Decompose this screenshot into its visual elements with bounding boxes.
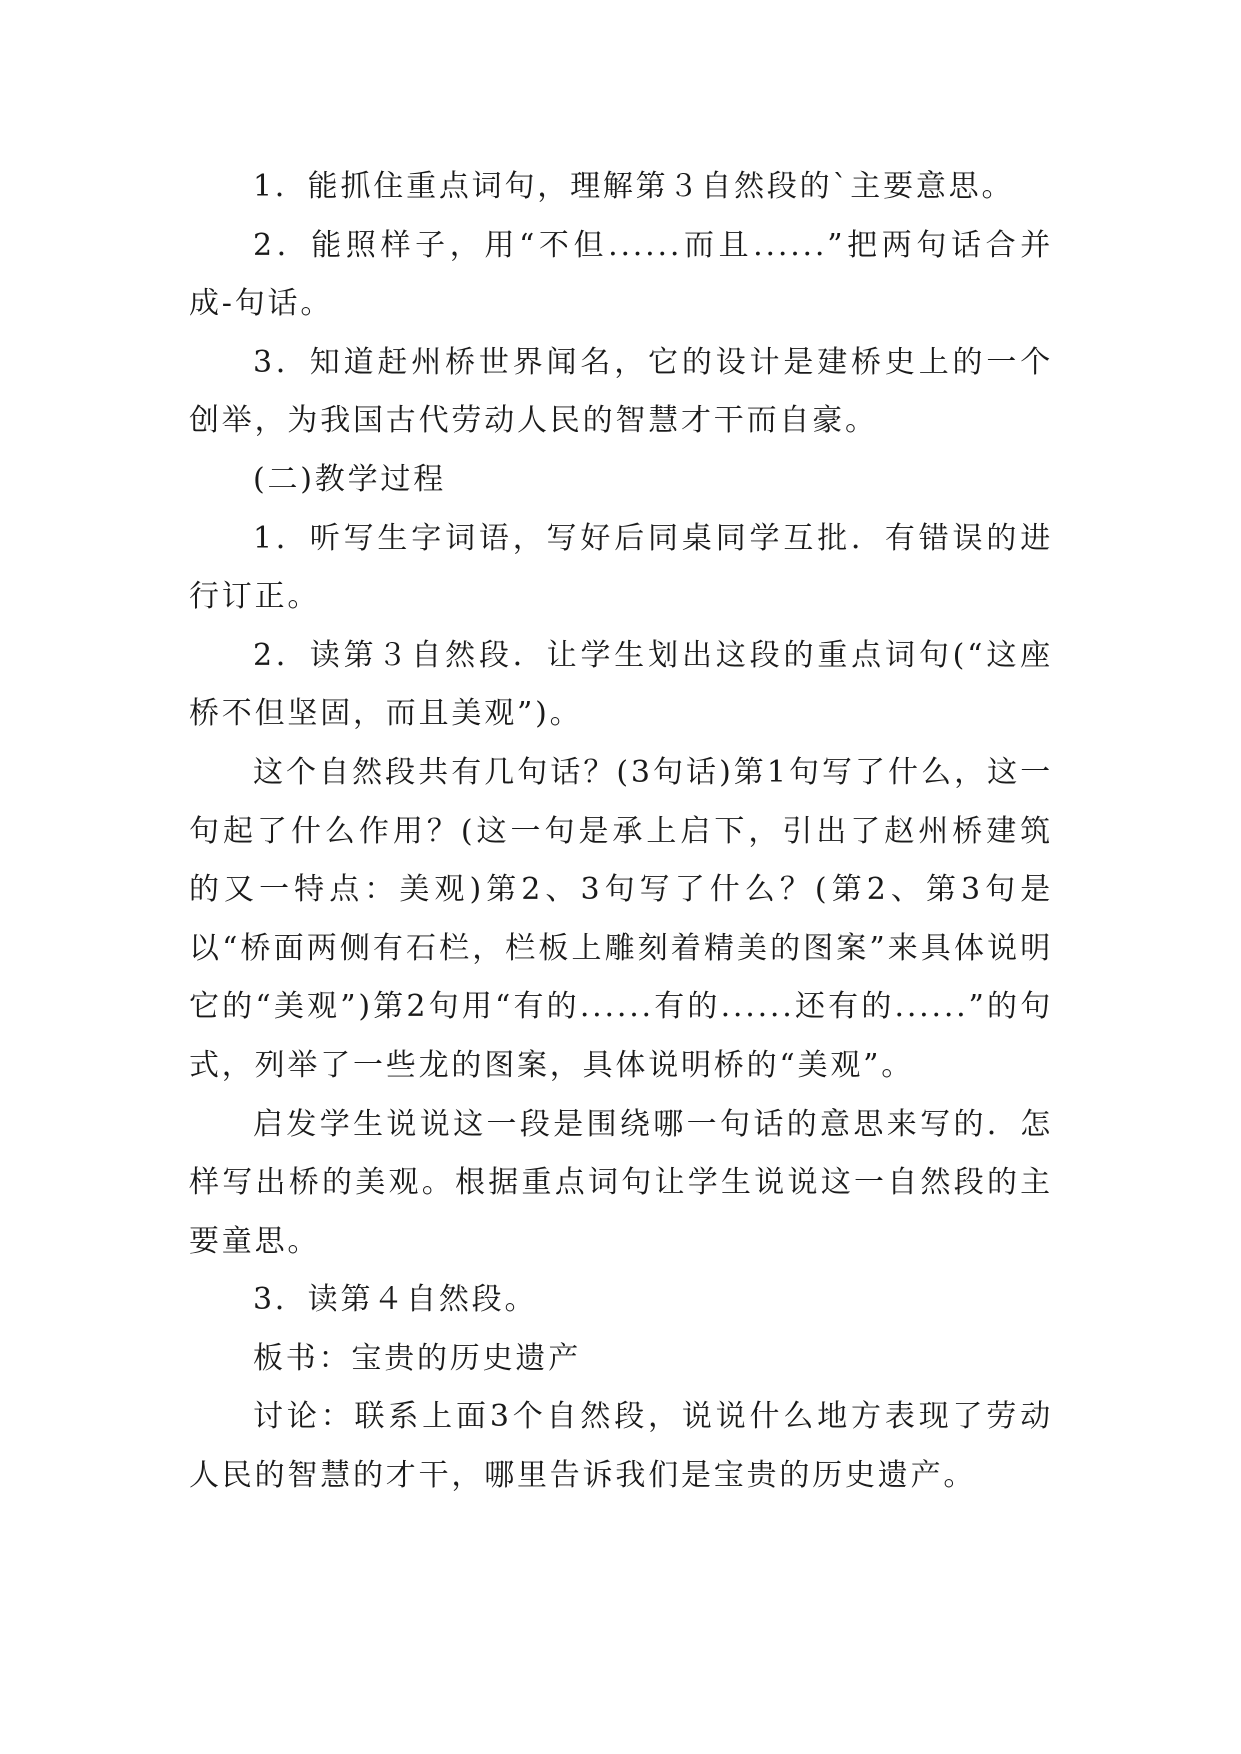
paragraph-guidance: 启发学生说说这一段是围绕哪一句话的意思来写的．怎样写出桥的美观。根据重点词句让学生说说这一自然段的主要童思。 — [189, 1106, 1053, 1259]
document-body — [189, 158, 1053, 1506]
objective-1: 1．能抓住重点词句，理解第３自然段的`主要意思。 — [253, 169, 1015, 204]
objective-3: 3．知道赶州桥世界闻名，它的设计是建桥史上的一个创举，为我国古代劳动人民的智慧才干而自豪。 — [189, 344, 1053, 439]
discussion-paragraph: 讨论：联系上面3个自然段，说说什么地方表现了劳动人民的智慧的才干，哪里告诉我们是宝贵的历史遗产。 — [189, 1399, 1053, 1494]
process-step-1: 1．听写生字词语，写好后同桌同学互批．有错误的进行订正。 — [189, 520, 1053, 615]
objective-2: 2．能照样子，用“不但......而且......”把两句话合并成-句话。 — [189, 227, 1053, 322]
process-step-2: 2．读第３自然段．让学生划出这段的重点词句(“这座桥不但坚固，而且美观”)。 — [189, 637, 1053, 732]
section-heading: (二)教学过程 — [253, 461, 447, 497]
board-note: 板书：宝贵的历史遗产 — [253, 1340, 581, 1376]
paragraph-analysis: 这个自然段共有几句话？(3句话)第1句写了什么，这一句起了什么作用？(这一句是承上启下，引出了赵州桥建筑的又一特点：美观)第2、3句写了什么？(第2、第3句是以“桥面两侧有石栏，栏板上雕刻着精美的图案”来具体说明它的“美观”)第2句用“有的......有的......还有的......”的句式，列举了一些龙的图案，具体说明桥的“美观”。 — [189, 754, 1053, 1083]
process-step-3: 3．读第４自然段。 — [253, 1282, 538, 1318]
